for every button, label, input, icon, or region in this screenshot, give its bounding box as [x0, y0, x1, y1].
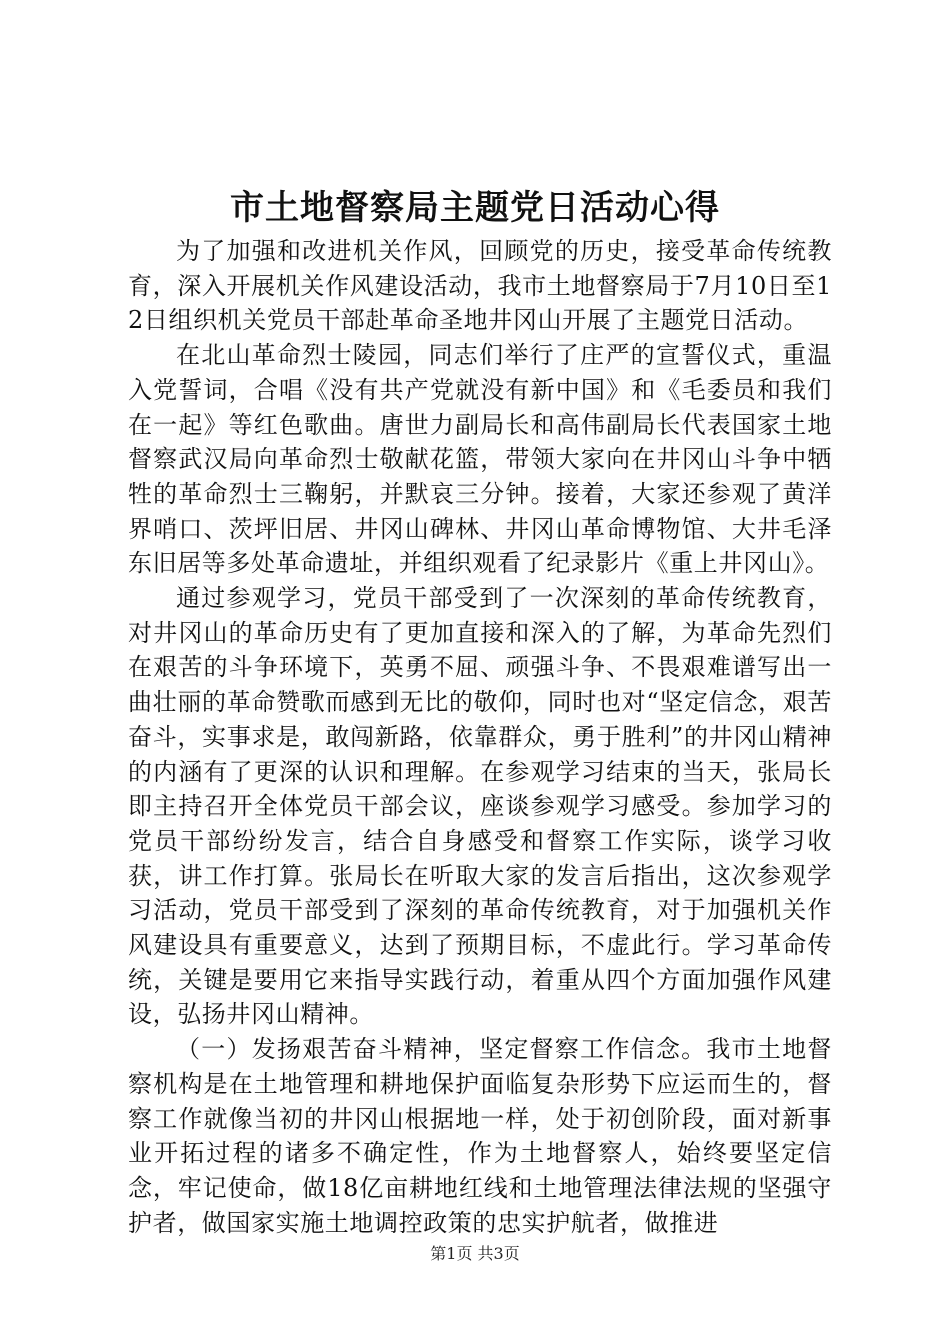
paragraph-learning-outcome: 通过参观学习，党员干部受到了一次深刻的革命传统教育，对井冈山的革命历史有了更加直接和深入的了解，为革命先烈们在艰苦的斗争环境下，英勇不屈、顽强斗争、不畏艰难谱写出一曲壮丽的革命赞歌而感到无比的敬仰，同时也对“坚定信念，艰苦奋斗，实事求是，敢闯新路，依靠群众，勇于胜利”的井冈山精神的内涵有了更深的认识和理解。在参观学习结束的当天，张局长即主持召开全体党员干部会议，座谈参观学习感受。参加学习的党员干部纷纷发言，结合自身感受和督察工作实际，谈学习收获，讲工作打算。张局长在听取大家的发言后指出，这次参观学习活动，党员干部受到了深刻的革命传统教育，对于加强机关作风建设具有重要意义，达到了预期目标，不虚此行。学习革命传统，关键是要用它来指导实践行动，着重从四个方面加强作风建设，弘扬井冈山精神。: [128, 584, 832, 1029]
paragraph-intro: 为了加强和改进机关作风，回顾党的历史，接受革命传统教育，深入开展机关作风建设活动，我市土地督察局于7月10日至12日组织机关党员干部赴革命圣地井冈山开展了主题党日活动。: [128, 237, 832, 335]
page-indicator: 第1页 共3页: [430, 1244, 520, 1263]
paragraph-section-one: （一）发扬艰苦奋斗精神，坚定督察工作信念。我市土地督察机构是在土地管理和耕地保护面临复杂形势下应运而生的，督察工作就像当初的井冈山根据地一样，处于初创阶段，面对新事业开拓过程的诸多不确定性，作为土地督察人，始终要坚定信念，牢记使命，做18亿亩耕地红线和土地管理法律法规的坚强守护者，做国家实施土地调控政策的忠实护航者，做推进: [128, 1035, 832, 1237]
paragraph-memorial-visit: 在北山革命烈士陵园，同志们举行了庄严的宣誓仪式，重温入党誓词，合唱《没有共产党就没有新中国》和《毛委员和我们在一起》等红色歌曲。唐世力副局长和高伟副局长代表国家土地督察武汉局向革命烈士敬献花篮，带领大家向在井冈山斗争中牺牲的革命烈士三鞠躬，并默哀三分钟。接着，大家还参观了黄洋界哨口、茨坪旧居、井冈山碑林、井冈山革命博物馆、大井毛泽东旧居等多处革命遗址，并组织观看了纪录影片《重上井冈山》。: [128, 341, 832, 578]
page-title: 市土地督察局主题党日活动心得: [230, 188, 720, 228]
page-footer: [0, 1244, 950, 1264]
document-body: [128, 234, 832, 1240]
